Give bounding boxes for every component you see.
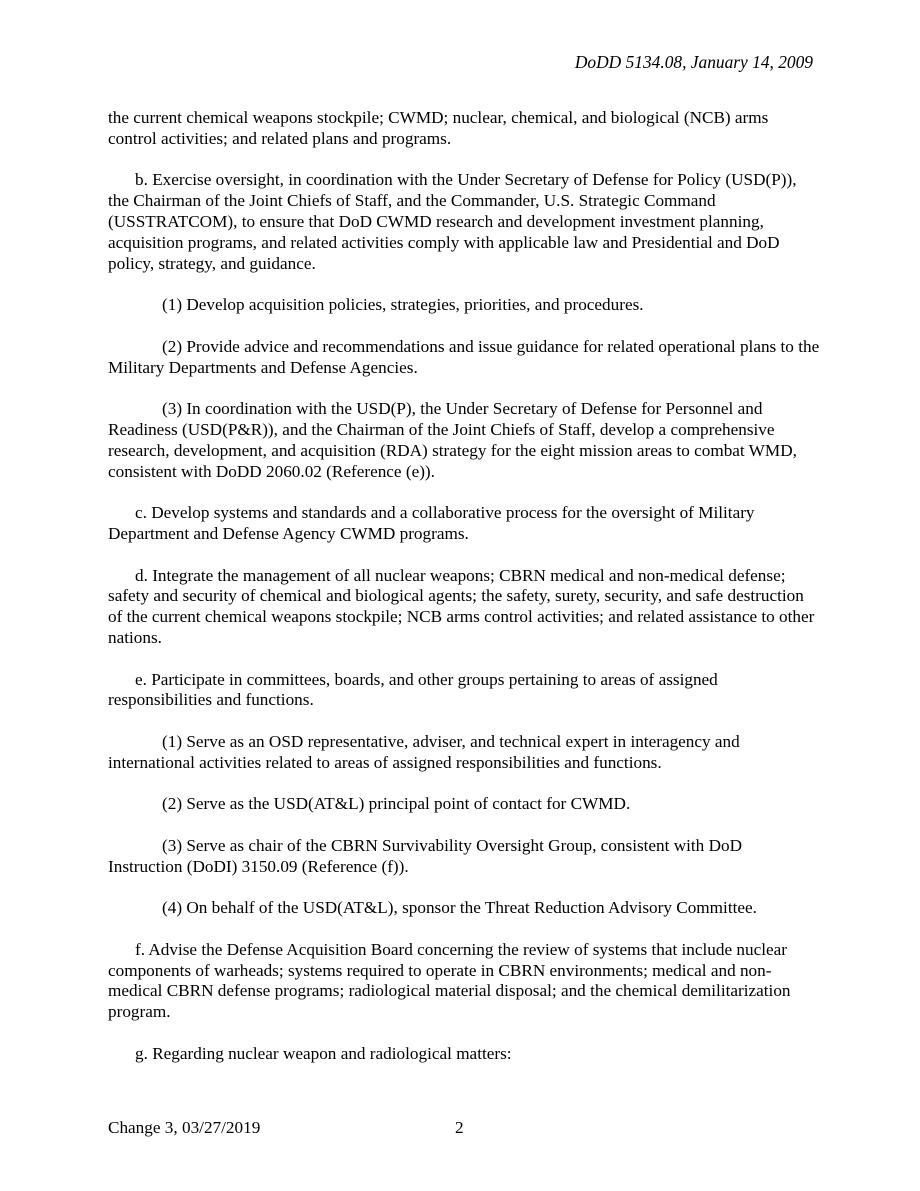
document-reference-header: DoDD 5134.08, January 14, 2009 [574,52,813,72]
paragraph-f: f. Advise the Defense Acquisition Board concerning the review of systems that include nuclear components of warheads; systems required to operate in CBRN environments; medical and non-medical CBRN defense programs; radiological material disposal; and the chemical demilitarization program. [108,939,791,1022]
paragraph-b-1: (1) Develop acquisition policies, strategies, priorities, and procedures. [162,295,644,315]
paragraph-g: g. Regarding nuclear weapon and radiological matters: [135,1043,512,1063]
paragraph-c: c. Develop systems and standards and a collaborative process for the oversight of Military Department and Defense Agency CWMD programs. [108,503,755,543]
paragraph-b-3: (3) In coordination with the USD(P), the Under Secretary of Defense for Personnel and Readiness (USD(P&R)), and the Chairman of the Joint Chiefs of Staff, develop a comprehensive research, development, and acquisition (RDA) strategy for the eight mission areas to combat WMD, consistent with DoDD 2060.02 (Reference (e)). [108,399,797,481]
paragraph-e-2: (2) Serve as the USD(AT&L) principal point of contact for CWMD. [162,794,631,814]
paragraph-b-2: (2) Provide advice and recommendations and issue guidance for related operational plans to the Military Departments and Defense Agencies. [108,336,820,377]
document-body [108,108,820,1085]
paragraph-e: e. Participate in committees, boards, and other groups pertaining to areas of assigned responsibilities and functions. [108,669,718,710]
paragraph-d: d. Integrate the management of all nuclear weapons; CBRN medical and non-medical defense; safety and security of chemical and biological agents; the safety, surety, security, and safe destruction of the current chemical weapons stockpile; NCB arms control activities; and related assistance to other nations. [108,565,815,647]
page-number: 2 [455,1118,464,1137]
paragraph-e-1: (1) Serve as an OSD representative, adviser, and technical expert in interagency and international activities related to areas of assigned responsibilities and functions. [108,731,740,772]
paragraph-e-4: (4) On behalf of the USD(AT&L), sponsor the Threat Reduction Advisory Committee. [162,898,757,918]
change-footer: Change 3, 03/27/2019 [108,1118,261,1137]
paragraph-continuation: the current chemical weapons stockpile; CWMD; nuclear, chemical, and biological (NCB) arms control activities; and related plans and programs. [108,108,769,148]
paragraph-e-3: (3) Serve as chair of the CBRN Survivability Oversight Group, consistent with DoD Instruction (DoDI) 3150.09 (Reference (f)). [108,835,742,876]
paragraph-b: b. Exercise oversight, in coordination with the Under Secretary of Defense for Policy (USD(P)), the Chairman of the Joint Chiefs of Staff, and the Commander, U.S. Strategic Command (USSTRATCOM), to ensure that DoD CWMD research and development investment planning, acquisition programs, and related activities comply with applicable law and Presidential and DoD policy, strategy, and guidance. [108,170,797,273]
